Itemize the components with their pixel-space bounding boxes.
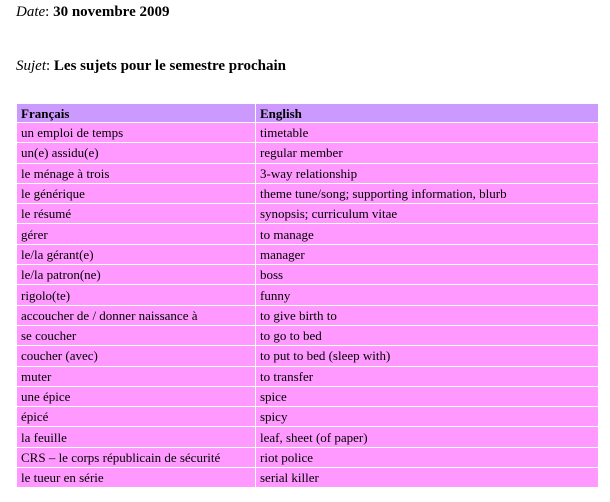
date-label: Date xyxy=(16,4,46,20)
table-row xyxy=(17,163,599,183)
cell-french: rigolo(te) xyxy=(17,285,256,305)
table-row xyxy=(17,285,599,305)
table-row xyxy=(17,325,599,345)
cell-french: épicé xyxy=(17,407,256,427)
cell-french: muter xyxy=(17,366,256,386)
table-row xyxy=(17,224,599,244)
cell-english: 3-way relationship xyxy=(256,163,599,183)
cell-english: theme tune/song; supporting information, blurb xyxy=(256,183,599,203)
header-french: Français xyxy=(17,104,256,123)
cell-french: une épice xyxy=(17,386,256,406)
cell-french: coucher (avec) xyxy=(17,346,256,366)
cell-english: manager xyxy=(256,244,599,264)
table-row xyxy=(17,183,599,203)
cell-english: timetable xyxy=(256,123,599,143)
cell-french: la feuille xyxy=(17,427,256,447)
table-row xyxy=(17,123,599,143)
subject-label: Sujet xyxy=(16,58,46,74)
date-separator: : xyxy=(45,4,54,20)
date-value: 30 novembre 2009 xyxy=(53,4,170,20)
table-row xyxy=(17,265,599,285)
cell-english: to transfer xyxy=(256,366,599,386)
cell-french: accoucher de / donner naissance à xyxy=(17,305,256,325)
cell-french: le/la gérant(e) xyxy=(17,244,256,264)
table-row xyxy=(17,468,599,488)
cell-english: serial killer xyxy=(256,468,599,488)
cell-english: to manage xyxy=(256,224,599,244)
table-row xyxy=(17,447,599,467)
table-row xyxy=(17,366,599,386)
subject-separator: : xyxy=(46,58,54,74)
table-row xyxy=(17,427,599,447)
cell-french: le tueur en série xyxy=(17,468,256,488)
vocabulary-table xyxy=(16,103,599,488)
cell-french: un emploi de temps xyxy=(17,123,256,143)
cell-english: to go to bed xyxy=(256,325,599,345)
table-row xyxy=(17,143,599,163)
cell-french: un(e) assidu(e) xyxy=(17,143,256,163)
cell-french: le/la patron(ne) xyxy=(17,265,256,285)
cell-french: gérer xyxy=(17,224,256,244)
cell-english: riot police xyxy=(256,447,599,467)
cell-french: se coucher xyxy=(17,325,256,345)
table-row xyxy=(17,305,599,325)
table-row xyxy=(17,407,599,427)
cell-french: CRS – le corps républicain de sécurité xyxy=(17,447,256,467)
header-english: English xyxy=(256,104,599,123)
cell-english: to give birth to xyxy=(256,305,599,325)
cell-english: boss xyxy=(256,265,599,285)
cell-french: le ménage à trois xyxy=(17,163,256,183)
cell-english: regular member xyxy=(256,143,599,163)
cell-english: to put to bed (sleep with) xyxy=(256,346,599,366)
table-row xyxy=(17,346,599,366)
cell-english: spice xyxy=(256,386,599,406)
subject-value: Les sujets pour le semestre prochain xyxy=(53,58,286,74)
cell-english: leaf, sheet (of paper) xyxy=(256,427,599,447)
cell-english: synopsis; curriculum vitae xyxy=(256,204,599,224)
cell-english: spicy xyxy=(256,407,599,427)
table-row xyxy=(17,204,599,224)
table-header-row xyxy=(17,104,599,123)
subject-line xyxy=(16,57,286,75)
table-body xyxy=(17,123,599,488)
table-header xyxy=(17,104,599,123)
date-line xyxy=(16,3,169,21)
cell-french: le générique xyxy=(17,183,256,203)
cell-french: le résumé xyxy=(17,204,256,224)
table-row xyxy=(17,386,599,406)
table-row xyxy=(17,244,599,264)
cell-english: funny xyxy=(256,285,599,305)
